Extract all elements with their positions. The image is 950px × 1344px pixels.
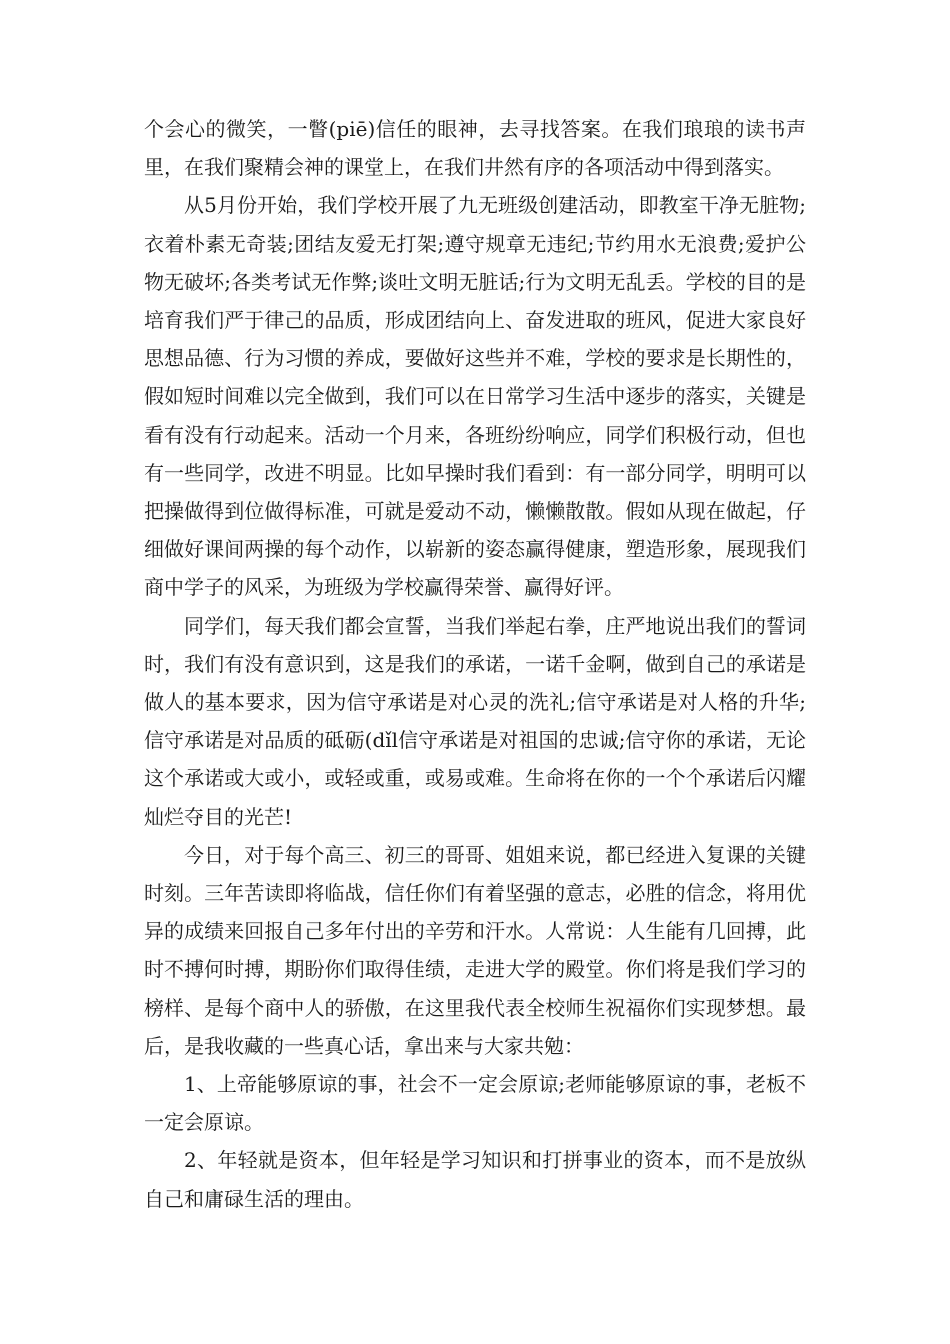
paragraph-intro-continuation: 个会心的微笑，一瞥(piē)信任的眼神，去寻找答案。在我们琅琅的读书声里，在我们聚精会神的课堂上，在我们井然有序的各项活动中得到落实。 <box>144 117 806 180</box>
paragraph-senior-students-wishes: 今日，对于每个高三、初三的哥哥、姐姐来说，都已经进入复课的关键时刻。三年苦读即将临战，信任你们有着坚强的意志，必胜的信念，将用优异的成绩来回报自己多年付出的辛劳和汗水。人常说：人生能有几回搏，此时不搏何时搏，期盼你们取得佳绩，走进大学的殿堂。你们将是我们学习的榜样、是每个商中人的骄傲，在这里我代表全校师生祝福你们实现梦想。最后，是我收藏的一些真心话，拿出来与大家共勉： <box>144 842 806 1058</box>
paragraph-keep-promises: 同学们，每天我们都会宣誓，当我们举起右拳，庄严地说出我们的誓词时，我们有没有意识到，这是我们的承诺，一诺千金啊，做到自己的承诺是做人的基本要求，因为信守承诺是对心灵的洗礼;信守承诺是对人格的升华;信守承诺是对品质的砥砺(dǐl信守承诺是对祖国的忠诚;信守你的承诺，无论这个承诺或大或小，或轻或重，或易或难。生命将在你的一个个承诺后闪耀灿烂夺目的光芒! <box>144 613 806 829</box>
document-body <box>144 110 806 1218</box>
paragraph-advice-1: 1、上帝能够原谅的事，社会不一定会原谅;老师能够原谅的事，老板不一定会原谅。 <box>144 1072 806 1135</box>
paragraph-nine-no-class-campaign: 从5月份开始，我们学校开展了九无班级创建活动，即教室干净无脏物;衣着朴素无奇装;团结友爱无打架;遵守规章无违纪;节约用水无浪费;爱护公物无破坏;各类考试无作弊;谈吐文明无脏话;行为文明无乱丢。学校的目的是培育我们严于律己的品质，形成团结向上、奋发进取的班风，促进大家良好思想品德、行为习惯的养成，要做好这些并不难，学校的要求是长期性的，假如短时间难以完全做到，我们可以在日常学习生活中逐步的落实，关键是看有没有行动起来。活动一个月来，各班纷纷响应，同学们积极行动，但也有一些同学，改进不明显。比如早操时我们看到：有一部分同学，明明可以把操做得到位做得标准，可就是爱动不动，懒懒散散。假如从现在做起，仔细做好课间两操的每个动作，以崭新的姿态赢得健康，塑造形象，展现我们商中学子的风采，为班级为学校赢得荣誉、赢得好评。 <box>144 193 806 600</box>
paragraph-advice-2: 2、年轻就是资本，但年轻是学习知识和打拼事业的资本，而不是放纵自己和庸碌生活的理由。 <box>144 1148 806 1211</box>
